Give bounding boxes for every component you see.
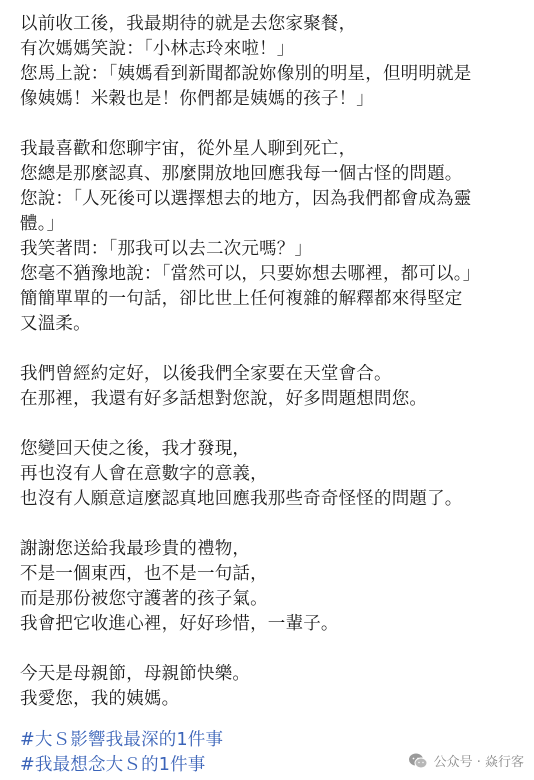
text-line: 您變回天使之後，我才發現， <box>20 439 251 459</box>
text-line: 今天是母親節，母親節快樂。 <box>20 664 251 684</box>
text-line: 又溫柔。 <box>20 314 91 334</box>
text-line: 您說：「人死後可以選擇想去的地方，因為我們都會成為靈 <box>20 189 472 209</box>
text-line: 再也沒有人會在意數字的意義， <box>20 464 268 484</box>
text-line: 體。」 <box>20 214 65 234</box>
text-line: 也沒有人願意這麼認真地回應我那些奇奇怪怪的問題了。 <box>20 489 463 509</box>
text-line: 像姨媽！米穀也是！你們都是姨媽的孩子！」 <box>20 89 374 109</box>
paragraph-1 <box>0 12 534 112</box>
text-line: 我愛您，我的姨媽。 <box>20 689 180 709</box>
text-line: 有次媽媽笑說：「小林志玲來啦！」 <box>20 39 295 59</box>
watermark-text: 公众号 · 焱行客 <box>433 755 524 770</box>
text-line: 我笑著問：「那我可以去二次元嗎？」 <box>20 239 313 259</box>
text-line: 我會把它收進心裡，好好珍惜，一輩子。 <box>20 614 339 634</box>
text-line: 我們曾經約定好，以後我們全家要在天堂會合。 <box>20 364 392 384</box>
paragraph-6 <box>0 662 534 712</box>
wechat-icon <box>408 752 428 770</box>
paragraph-2 <box>0 137 534 337</box>
paragraph-5 <box>0 537 534 637</box>
watermark <box>408 751 524 770</box>
text-line: 您總是那麼認真、那麼開放地回應我每一個古怪的問題。 <box>20 164 463 184</box>
hashtag-link[interactable]: #大Ｓ影響我最深的1件事 <box>20 730 224 750</box>
text-line: 而是那份被您守護著的孩子氣。 <box>20 589 268 609</box>
text-line: 您毫不猶豫地說：「當然可以，只要妳想去哪裡，都可以。」 <box>20 264 481 284</box>
text-line: 在那裡，我還有好多話想對您說，好多問題想問您。 <box>20 389 428 409</box>
text-line: 您馬上說：「姨媽看到新聞都說妳像別的明星，但明明就是 <box>20 64 472 84</box>
text-line: 簡簡單單的一句話，卻比世上任何複雜的解釋都來得堅定 <box>20 289 463 309</box>
text-line: 不是一個東西，也不是一句話， <box>20 564 268 584</box>
text-line: 以前收工後，我最期待的就是去您家聚餐， <box>20 14 357 34</box>
paragraph-3 <box>0 362 534 412</box>
paragraph-4 <box>0 437 534 512</box>
hashtag-link[interactable]: #我最想念大Ｓ的1件事 <box>20 755 206 775</box>
text-line: 我最喜歡和您聊宇宙，從外星人聊到死亡， <box>20 139 357 159</box>
text-line: 謝謝您送給我最珍貴的禮物， <box>20 539 251 559</box>
